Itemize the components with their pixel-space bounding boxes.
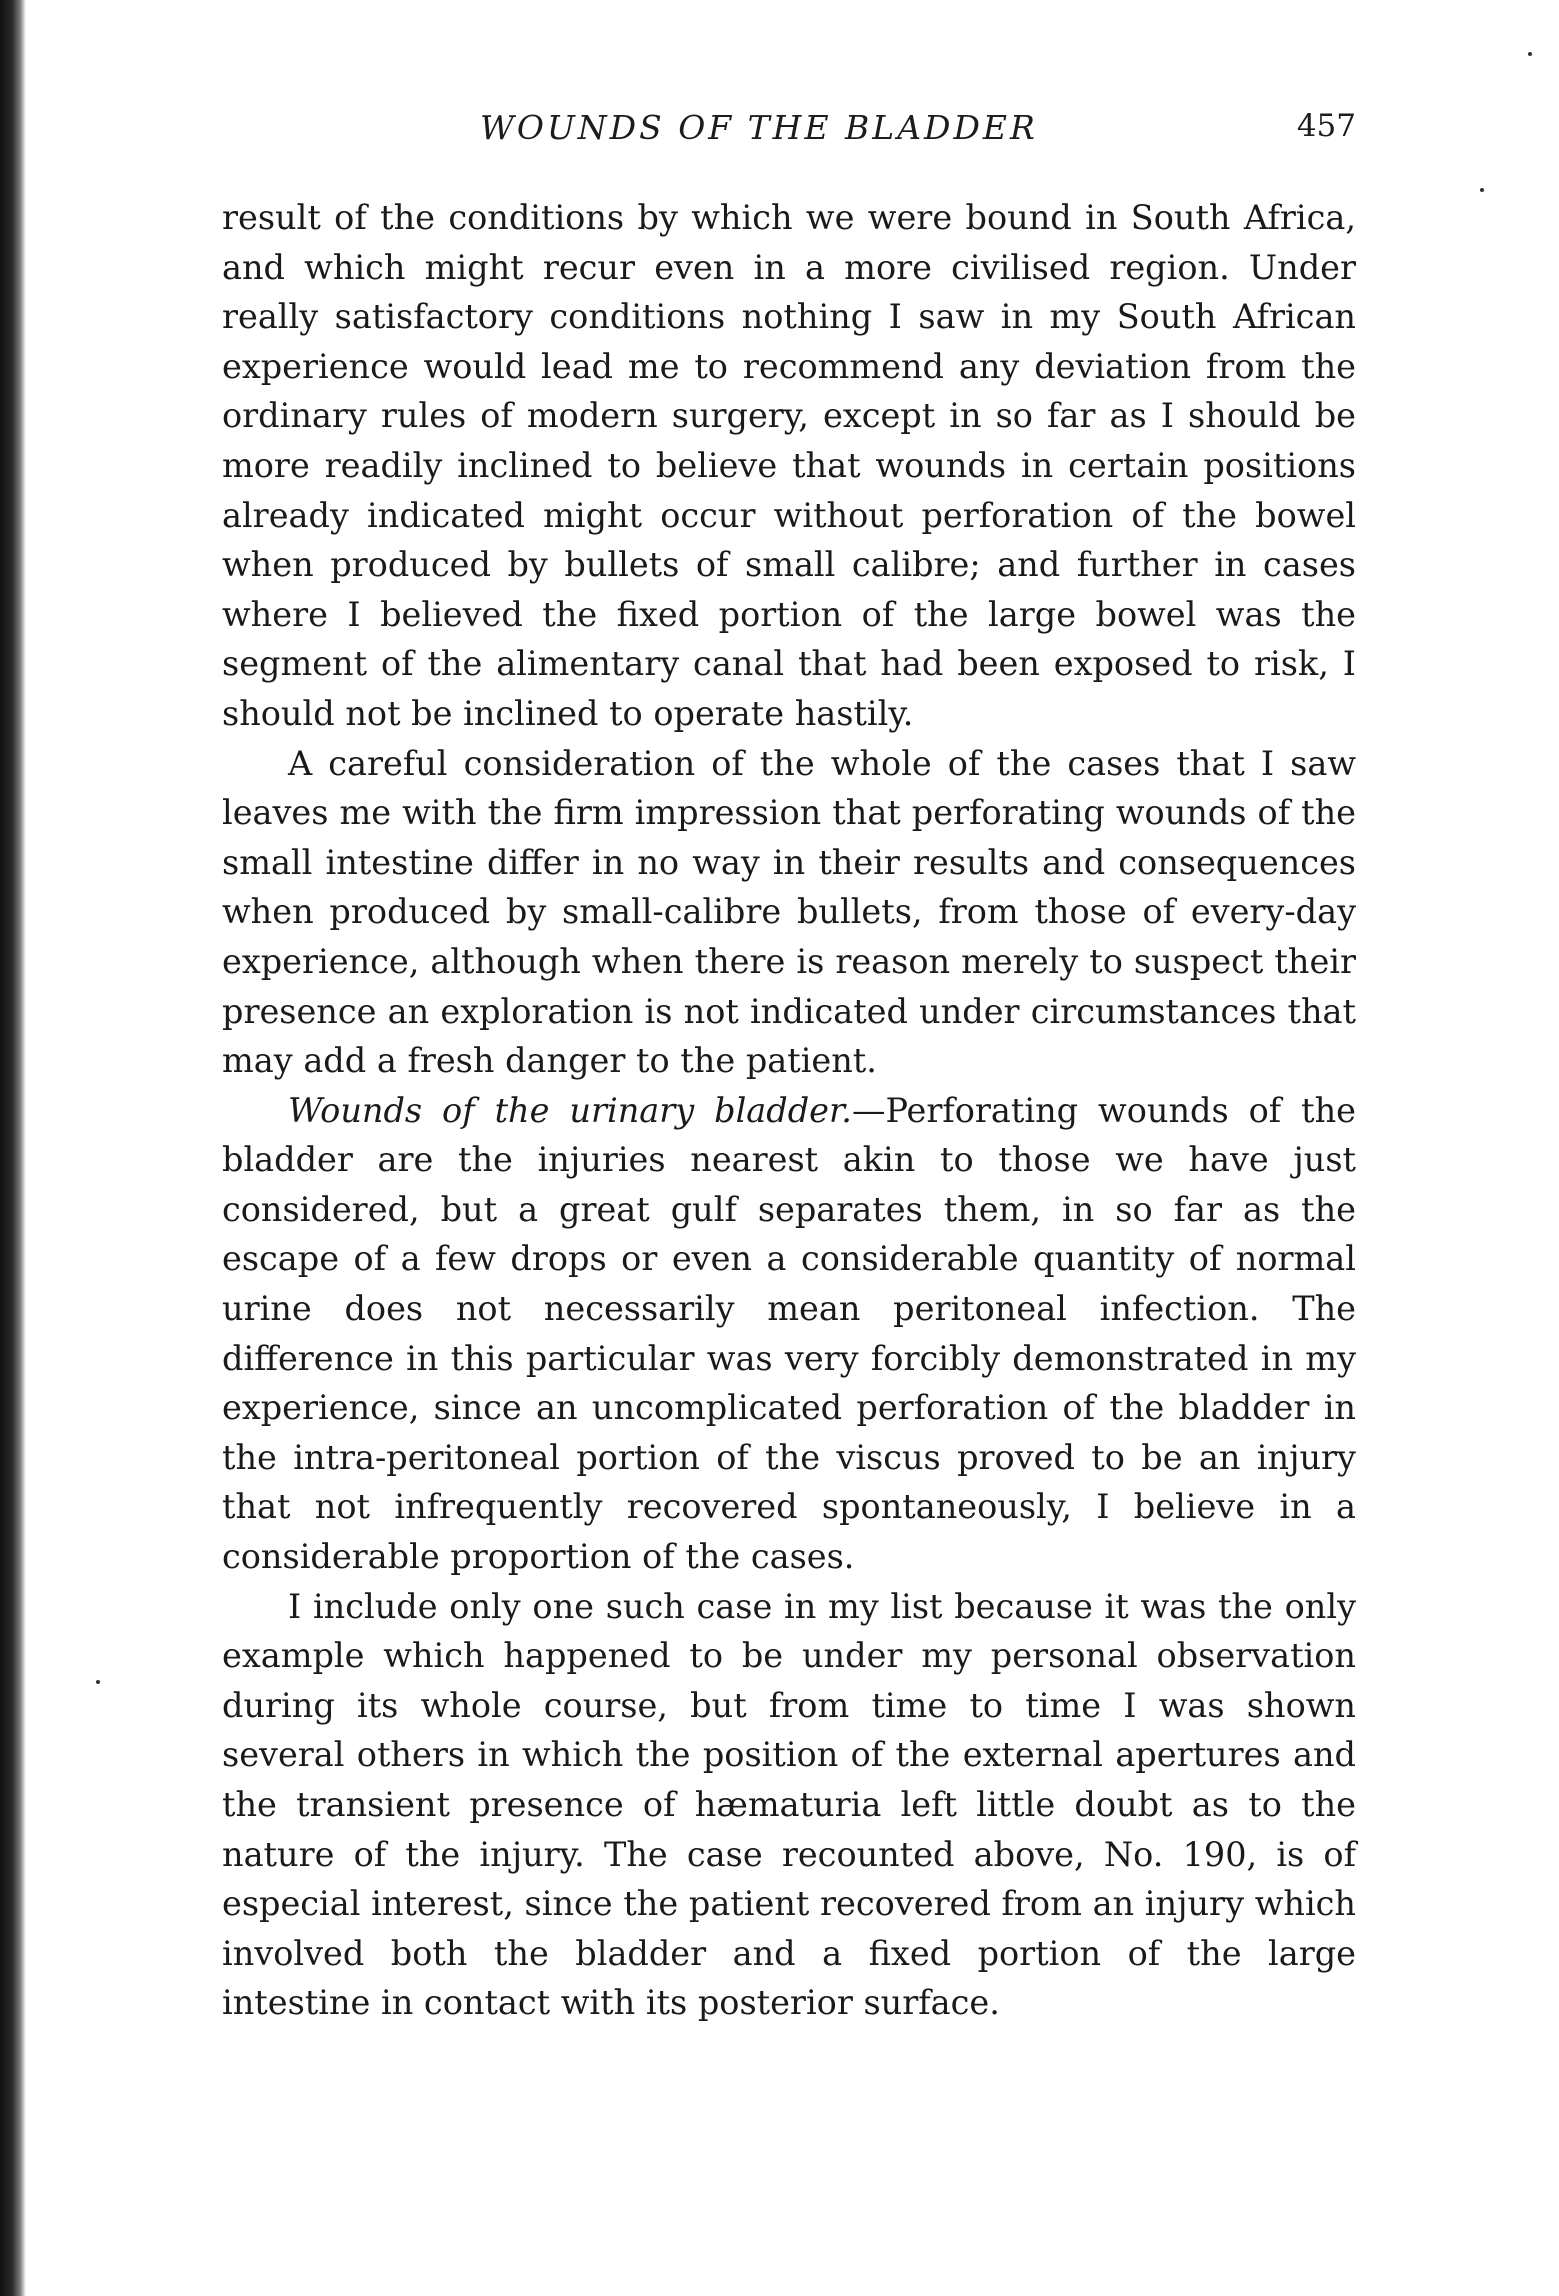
section-heading-bladder: Wounds of the urinary bladder. bbox=[288, 1090, 852, 1130]
running-title: WOUNDS OF THE BLADDER bbox=[480, 108, 1038, 147]
page-number: 457 bbox=[1296, 108, 1356, 144]
print-speck bbox=[1528, 52, 1532, 56]
paragraph-4: I include only one such case in my list because it was the only example which happened to be under my personal observation during its whole course, but from time to time I was shown several others in which the position of the external apertures and the transient presence of hæmaturia left little doubt as to the nature of the injury. The case recounted above, No. 190, is of especial interest, since the patient recovered from an injury which involved both the bladder and a fixed portion of the large intestine in contact with its posterior surface. bbox=[222, 1586, 1356, 2023]
paragraph-1: result of the conditions by which we were bound in South Africa, and which might recur even in a more civilised region. Under really satisfactory conditions nothing I saw in my South African experience would lead me to recommend any deviation from the ordinary rules of modern surgery, except in so far as I should be more readily inclined to believe that wounds in certain positions already indicated might occur without perforation of the bowel when produced by bullets of small calibre; and further in cases where I believed the fixed portion of the large bowel was the segment of the alimentary canal that had been exposed to risk, I should not be inclined to operate hastily. bbox=[222, 198, 1356, 733]
print-speck bbox=[1480, 188, 1484, 192]
page-binding-edge bbox=[0, 0, 26, 2296]
paragraph-3 bbox=[222, 1086, 1356, 1582]
paragraph-3-text: —Perforating wounds of the bladder are the injuries nearest akin to those we have just considered, but a great gulf separates them, in so far as the escape of a few drops or even a considerable quantity of normal urine does not necessarily mean peritoneal infection. The difference in this particular was very forcibly demonstrated in my experience, since an uncomplicated perforation of the bladder in the intra-peritoneal portion of the viscus proved to be an injury that not infrequently recovered spontaneously, I believe in a considerable proportion of the cases. bbox=[222, 1090, 1356, 1577]
paragraph-2: A careful consideration of the whole of the cases that I saw leaves me with the firm impression that perforating wounds of the small intestine differ in no way in their results and consequences when produced by small-calibre bullets, from those of every-day experience, although when there is reason merely to suspect their presence an exploration is not indicated under circumstances that may add a fresh danger to the patient. bbox=[222, 743, 1356, 1081]
body-text bbox=[222, 193, 1356, 2028]
print-speck bbox=[96, 1680, 100, 1684]
page-header bbox=[480, 108, 1356, 158]
